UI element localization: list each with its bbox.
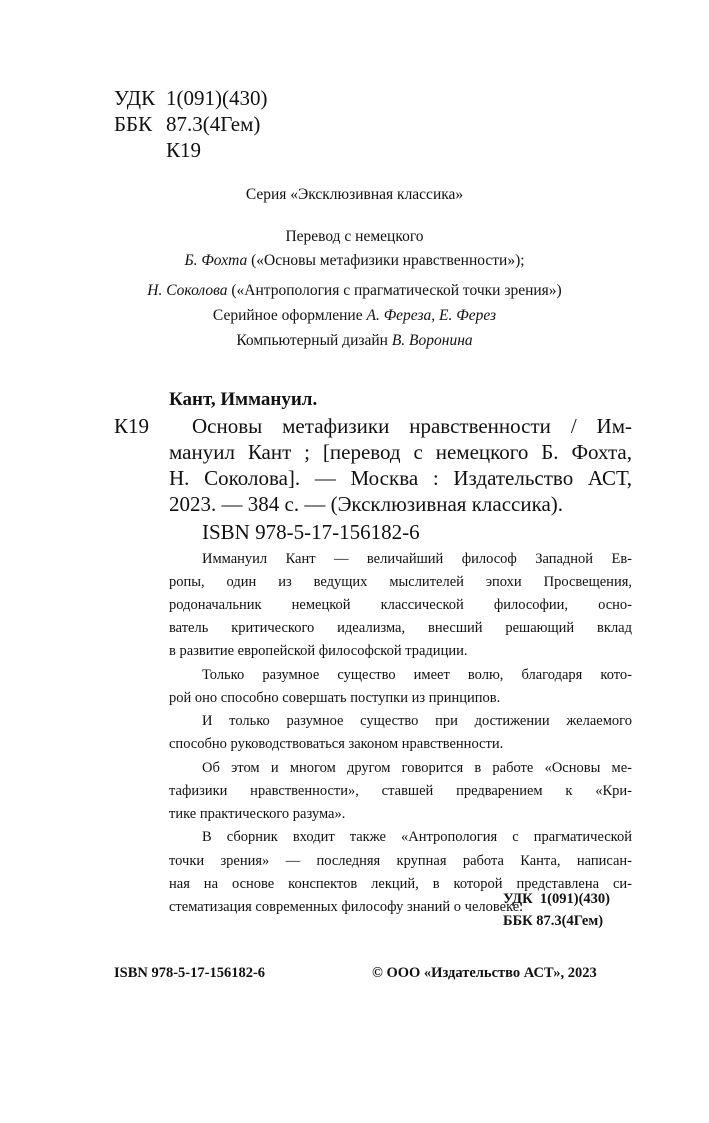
annotation-line-9: способно руководствоваться законом нравственности. <box>169 736 504 752</box>
author-mark-top: К19 <box>166 138 202 162</box>
udk-value: 1(091)(430) <box>166 86 268 110</box>
footer-copyright: © ООО «Издательство АСТ», 2023 <box>372 965 597 981</box>
annotation-line-6: Только разумное существо имеет волю, благодаря кото- <box>202 667 632 683</box>
bbk-line <box>114 111 261 137</box>
annotation-line-4: ватель критического идеализма, внесший решающий вклад <box>169 620 632 636</box>
translator-1-work: («Основы метафизики нравственности»); <box>247 252 525 269</box>
udk-line <box>114 85 268 111</box>
annotation-line-2: ропы, один из ведущих мыслителей эпохи Просвещения, <box>169 574 632 590</box>
annotation-line-7: рой оно способно совершать поступки из принципов. <box>169 690 501 706</box>
series-design <box>0 304 709 328</box>
annotation-line-5: в развитие европейской философской традиции. <box>169 643 468 659</box>
udk-bottom: УДК 1(091)(430) <box>503 891 610 907</box>
annotation-line-11: тафизики нравственности», ставшей предварением к «Кри- <box>169 783 632 799</box>
annotation-line-3: родоначальник немецкой классической философии, осно- <box>169 597 632 613</box>
translator-2 <box>0 279 709 303</box>
computer-design-label: Компьютерный дизайн <box>236 332 392 349</box>
bbk-label: ББК <box>114 112 153 136</box>
translator-2-work: («Антропология с прагматической точки зрения») <box>227 282 562 299</box>
annotation-line-16: стематизация современных философу знаний о человеке. <box>169 899 523 915</box>
translator-2-name: Н. Соколова <box>147 282 228 299</box>
translator-1-name: Б. Фохта <box>184 252 248 269</box>
annotation-line-13: В сборник входит также «Антропология с прагматической <box>202 829 632 845</box>
annotation-line-14: точки зрения» — последняя крупная работа Канта, написан- <box>169 853 632 869</box>
annotation-line-12: тике практического разума». <box>169 806 346 822</box>
computer-design <box>0 329 709 353</box>
annotation-line-8: И только разумное существо при достижении желаемого <box>202 713 632 729</box>
record-line-2: мануил Кант ; [перевод с немецкого Б. Фохта, <box>169 440 632 464</box>
author-mark-record: К19 <box>114 414 150 438</box>
isbn-record: ISBN 978-5-17-156182-6 <box>202 520 420 544</box>
annotation-line-10: Об этом и многом другом говорится в работе «Основы ме- <box>202 760 632 776</box>
record-line-1: Основы метафизики нравственности / Им- <box>192 414 632 438</box>
translator-1 <box>0 249 709 273</box>
footer-isbn: ISBN 978-5-17-156182-6 <box>114 965 266 981</box>
series-design-names: А. Фереза, Е. Ферез <box>366 307 497 324</box>
translation-header: Перевод с немецкого <box>285 228 424 245</box>
series-line: Серия «Эксклюзивная классика» <box>245 186 464 203</box>
annotation-line-15: ная на основе конспектов лекций, в которой представлена си- <box>169 876 632 892</box>
record-line-4: 2023. — 384 с. — (Эксклюзивная классика). <box>169 492 564 516</box>
udk-label: УДК <box>114 86 156 110</box>
record-line-3: Н. Соколова]. — Москва : Издательство АСТ, <box>169 466 632 490</box>
author-heading: Кант, Иммануил. <box>169 389 318 410</box>
computer-design-name: В. Воронина <box>391 332 473 349</box>
bbk-value: 87.3(4Гем) <box>166 112 261 136</box>
annotation-line-1: Иммануил Кант — величайший философ Западной Ев- <box>202 551 632 567</box>
bbk-bottom: ББК 87.3(4Гем) <box>503 913 604 929</box>
series-design-label: Серийное оформление <box>212 307 367 324</box>
